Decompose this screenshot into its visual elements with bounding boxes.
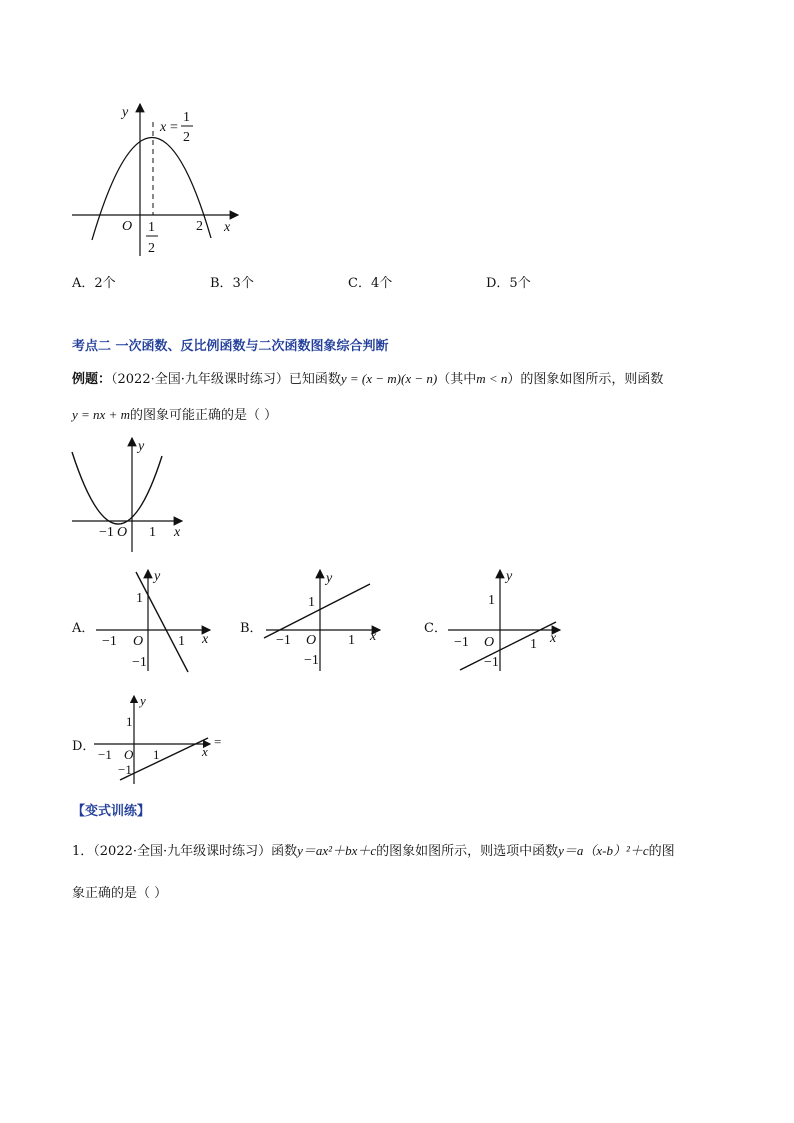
example-pre: （2022·全国·九年级课时练习）已知函数 bbox=[111, 372, 341, 387]
x-label: x bbox=[550, 631, 557, 646]
tick-neg1-y: −1 bbox=[304, 653, 319, 668]
x-axis-label: x bbox=[174, 525, 181, 540]
option-c[interactable]: C．4个 bbox=[348, 276, 393, 291]
example-line-1 bbox=[72, 368, 663, 387]
tick-neg1-x: −1 bbox=[454, 635, 469, 650]
tick-neg1-y: −1 bbox=[484, 655, 499, 670]
axis-eq-x: x bbox=[160, 120, 167, 135]
tick-neg1-y: −1 bbox=[132, 655, 147, 670]
origin: O bbox=[133, 634, 144, 649]
tick-half-num: 1 bbox=[148, 220, 155, 235]
tick-neg1-x: −1 bbox=[276, 633, 291, 648]
y-label: y bbox=[140, 693, 146, 708]
x-axis-label: x bbox=[224, 220, 231, 235]
origin: O bbox=[124, 747, 134, 762]
x-label: x bbox=[202, 632, 209, 647]
y-label: y bbox=[506, 569, 513, 584]
practice-q1-line1 bbox=[72, 840, 675, 859]
origin-label: O bbox=[117, 525, 128, 540]
tick-neg1-y: −1 bbox=[118, 762, 132, 777]
section-heading: 考点二 一次函数、反比例函数与二次函数图象综合判断 bbox=[72, 339, 389, 354]
choice-d-graph[interactable] bbox=[92, 692, 224, 788]
example-line2-func: y = nx + m bbox=[72, 407, 130, 422]
example-parabola-figure bbox=[66, 434, 196, 554]
y-label: y bbox=[154, 569, 161, 584]
axis-eq-den: 2 bbox=[183, 130, 190, 145]
axis-eq-num: 1 bbox=[183, 110, 190, 125]
q1-mid: 的图象如图所示，则选项中函数 bbox=[376, 844, 559, 859]
example-post: ）的图象如图所示，则函数 bbox=[507, 372, 664, 387]
example-func: y = (x − m)(x − n) bbox=[340, 371, 438, 386]
option-a[interactable]: A．2个 bbox=[72, 276, 116, 291]
origin: O bbox=[484, 635, 495, 650]
tick-1-x: 1 bbox=[153, 747, 160, 762]
tick-1-y: 1 bbox=[308, 595, 315, 610]
y-label: y bbox=[326, 571, 333, 586]
tick-1-label: 1 bbox=[149, 525, 156, 540]
axis-eq-equals: = bbox=[170, 120, 178, 135]
trailing-equals: = bbox=[214, 734, 222, 749]
example-cond: m < n bbox=[476, 371, 508, 386]
choice-b-graph[interactable] bbox=[262, 566, 386, 676]
practice-q1-line2: 象正确的是（ ） bbox=[72, 886, 168, 901]
choice-b-label[interactable]: B． bbox=[240, 621, 263, 636]
tick-1-x: 1 bbox=[348, 633, 355, 648]
tick-half-den: 2 bbox=[148, 241, 155, 256]
choice-c-label[interactable]: C． bbox=[424, 621, 447, 636]
origin: O bbox=[306, 633, 317, 648]
example-line2-post: 的图象可能正确的是（ ） bbox=[129, 408, 278, 423]
example-mid: （其中 bbox=[437, 372, 477, 387]
top-parabola-figure bbox=[66, 98, 246, 263]
tick-1-y: 1 bbox=[136, 591, 143, 606]
parabola-curve bbox=[72, 452, 162, 524]
origin-label: O bbox=[122, 219, 133, 234]
q1-post: 的图 bbox=[648, 844, 675, 859]
q1-func: y＝ax²＋bx＋c bbox=[297, 843, 377, 858]
example-line-2 bbox=[72, 404, 277, 423]
option-d[interactable]: D．5个 bbox=[486, 276, 531, 291]
choice-a-label[interactable]: A． bbox=[72, 621, 95, 636]
tick-1-x: 1 bbox=[178, 634, 185, 649]
x-label: x bbox=[370, 629, 377, 644]
practice-title: 【变式训练】 bbox=[72, 804, 151, 819]
tick-1-y: 1 bbox=[126, 714, 133, 729]
y-axis-label: y bbox=[122, 105, 129, 120]
tick-neg1-x: −1 bbox=[102, 634, 117, 649]
q1-func2: y＝a（x-b）²＋c bbox=[558, 843, 649, 858]
tick-neg1-x: −1 bbox=[98, 747, 112, 762]
example-label: 例题： bbox=[72, 372, 112, 387]
q1-pre: 1．（2022·全国·九年级课时练习）函数 bbox=[72, 844, 298, 859]
x-label: x bbox=[202, 744, 208, 759]
option-b[interactable]: B．3个 bbox=[210, 276, 254, 291]
tick-two-label: 2 bbox=[196, 219, 203, 234]
graph-line bbox=[460, 622, 556, 670]
tick-1-x: 1 bbox=[530, 637, 537, 652]
tick-neg1-label: −1 bbox=[99, 525, 114, 540]
choice-a-graph[interactable] bbox=[92, 566, 216, 676]
choice-c-graph[interactable] bbox=[444, 566, 568, 676]
tick-1-y: 1 bbox=[488, 593, 495, 608]
y-axis-label: y bbox=[138, 439, 145, 454]
choice-d-label[interactable]: D． bbox=[72, 739, 96, 754]
